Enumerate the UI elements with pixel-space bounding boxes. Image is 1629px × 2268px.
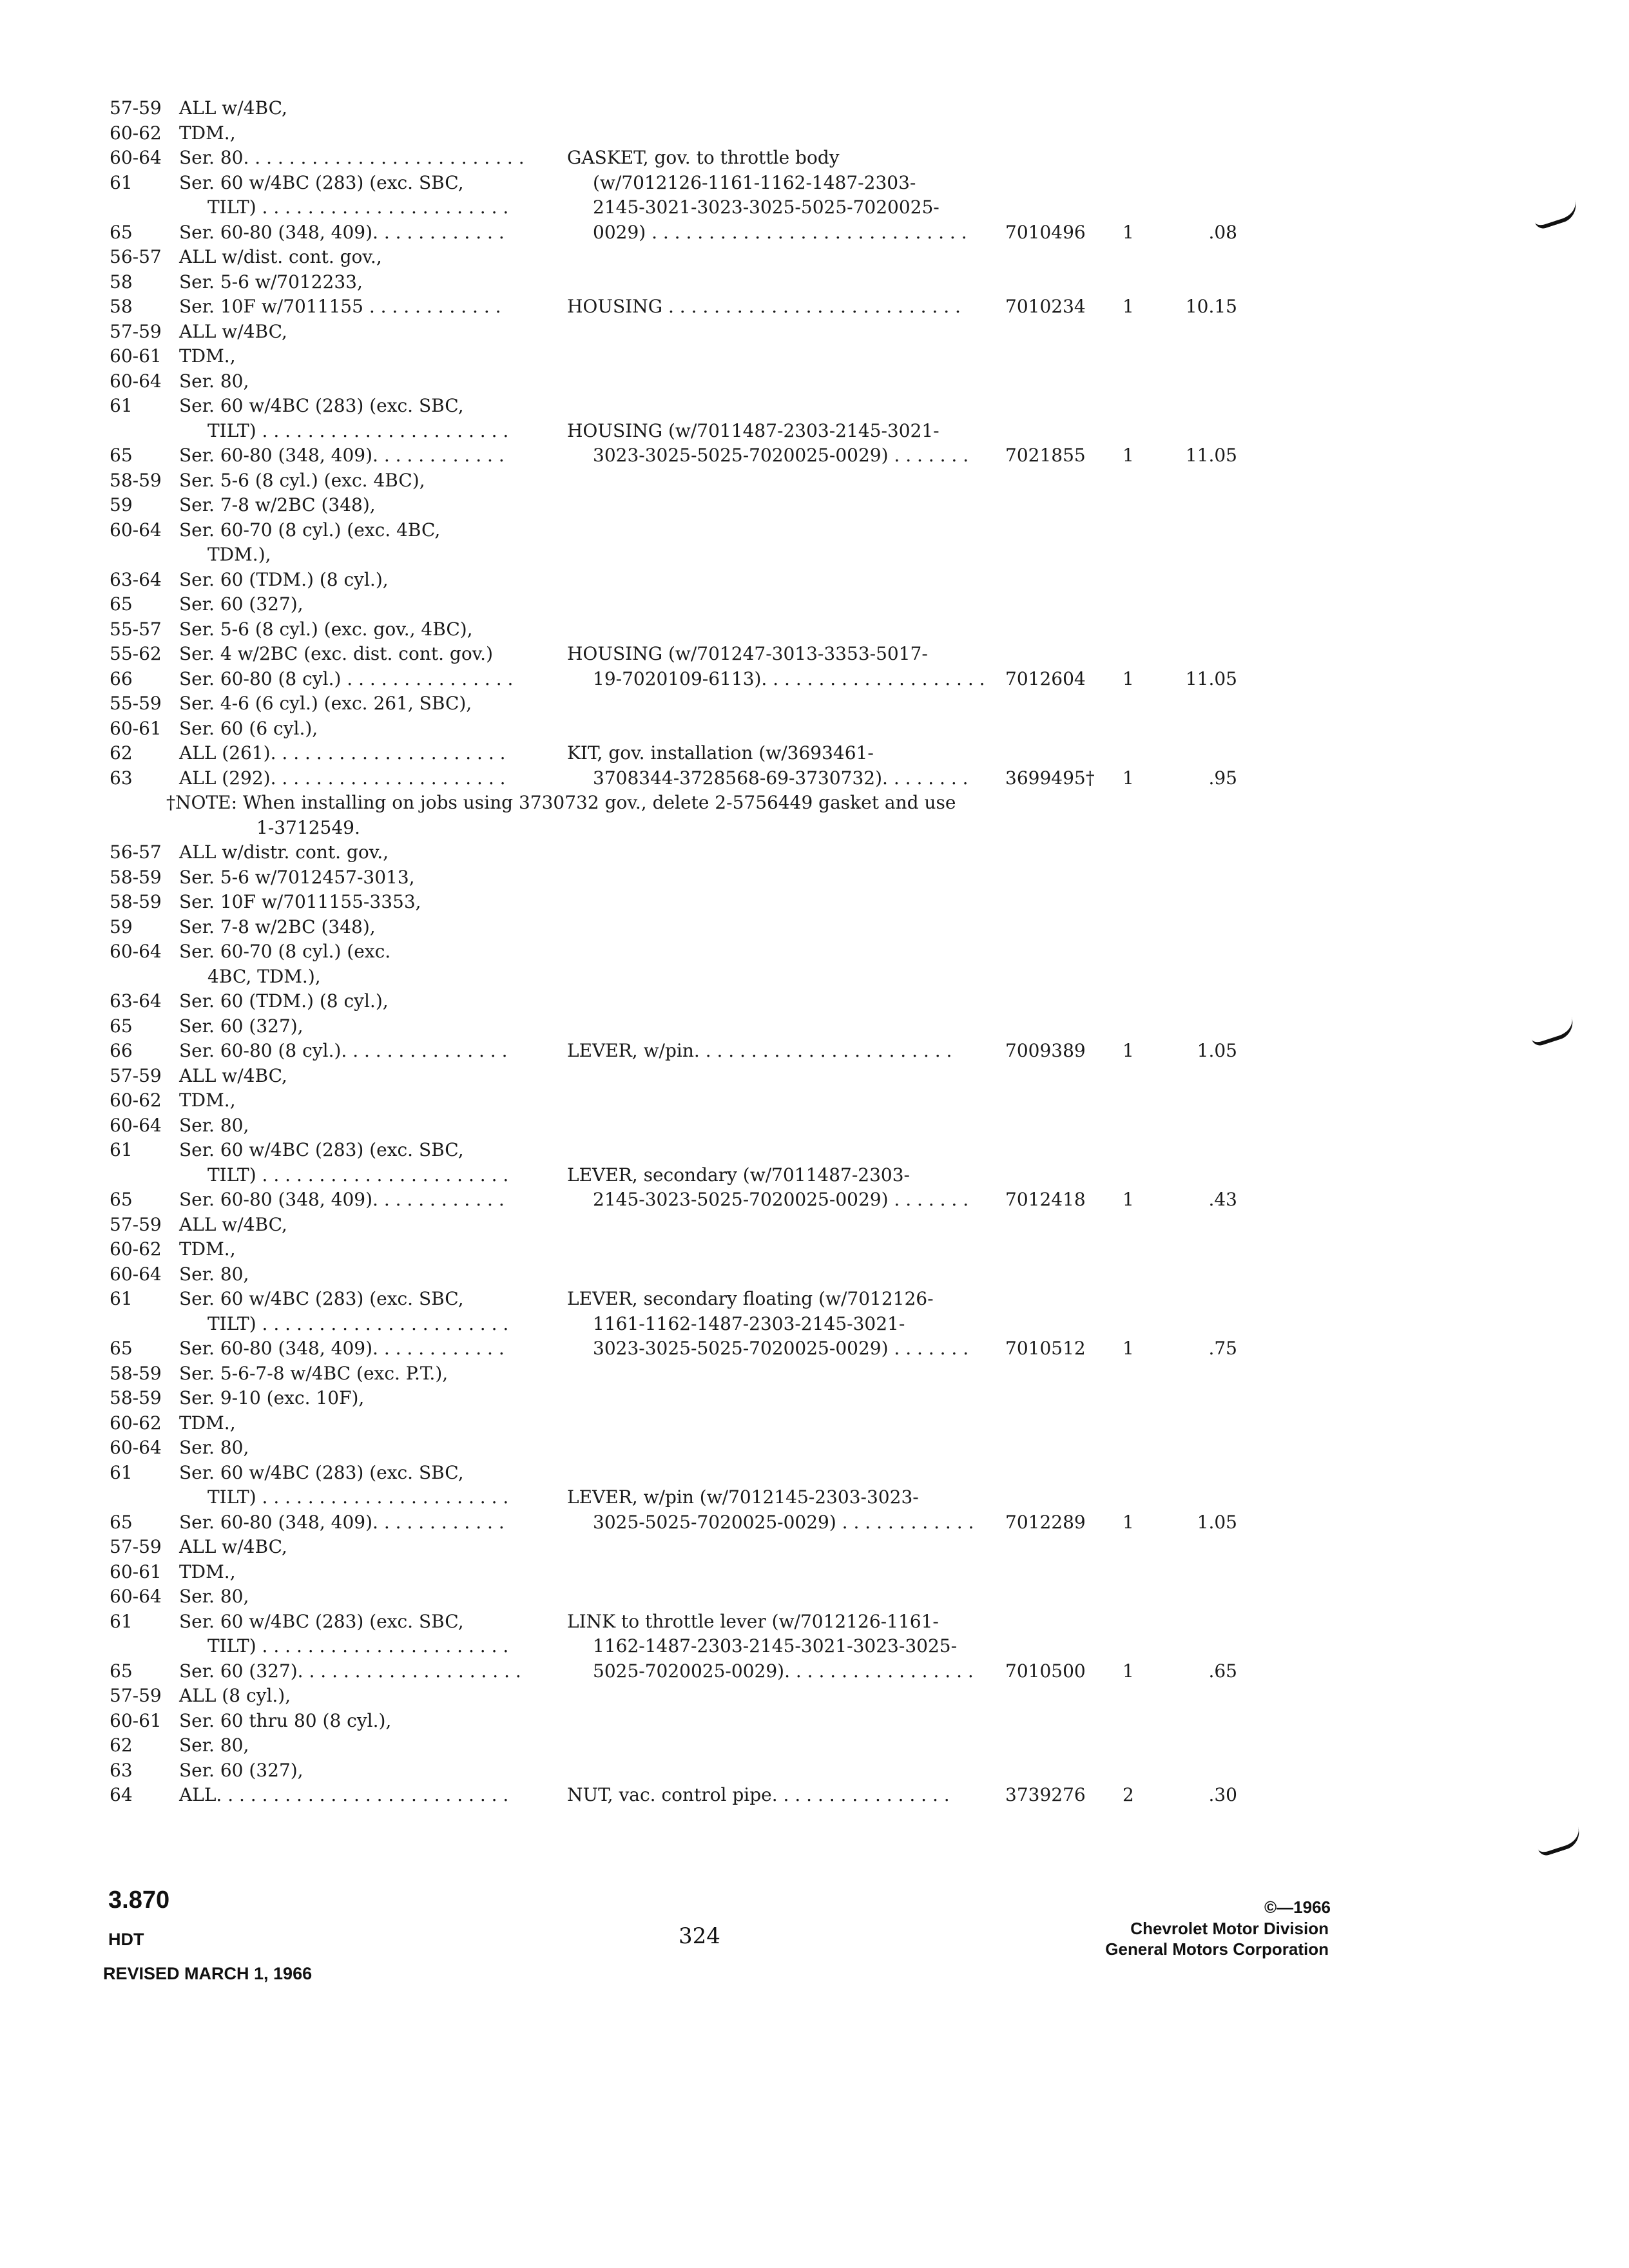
part-description: 2145-3023-5025-7020025-0029) . . . . . . . (593, 1189, 969, 1210)
model-years: 65 (110, 221, 133, 243)
model-years: 60-64 (110, 1586, 162, 1607)
application: ALL (292). . . . . . . . . . . . . . . . . . . . . (179, 767, 506, 789)
catalog-code: HDT (108, 1930, 144, 1949)
binder-hole-mark (1535, 1827, 1583, 1858)
part-number: 3699495† (1005, 767, 1095, 789)
model-years: 59 (110, 916, 133, 937)
catalog-row (0, 567, 1629, 593)
model-years: 57-59 (110, 320, 162, 342)
part-description: (w/7012126-1161-1162-1487-2303- (593, 171, 916, 193)
quantity: 2 (1123, 1784, 1134, 1805)
catalog-row (0, 492, 1629, 518)
model-years: 58-59 (110, 891, 162, 912)
part-description: HOUSING . . . . . . . . . . . . . . . . . . . . . . . . . . (567, 296, 961, 317)
application: TILT) . . . . . . . . . . . . . . . . . . . . . . (207, 1312, 509, 1334)
catalog-row (0, 1038, 1629, 1064)
list-price: .95 (1208, 767, 1237, 789)
model-years: 65 (110, 445, 133, 466)
model-years: 58 (110, 271, 133, 293)
application: Ser. 80, (179, 370, 249, 392)
part-number: 7010496 (1005, 221, 1086, 243)
catalog-row (0, 1658, 1629, 1684)
application: 4BC, TDM.), (207, 965, 321, 987)
part-number: 7021855 (1005, 445, 1086, 466)
application: ALL (261). . . . . . . . . . . . . . . . . . . . . (179, 742, 506, 764)
list-price: .43 (1208, 1189, 1237, 1210)
quantity: 1 (1123, 445, 1134, 466)
part-description: GASKET, gov. to throttle body (567, 147, 840, 168)
catalog-row (0, 716, 1629, 742)
catalog-row (0, 617, 1629, 642)
catalog-row (0, 1187, 1629, 1213)
catalog-row (0, 691, 1629, 716)
model-years: 57-59 (110, 1536, 162, 1557)
application: TDM., (179, 1238, 236, 1260)
application: Ser. 5-6 (8 cyl.) (exc. 4BC), (179, 469, 425, 491)
model-years: 66 (110, 668, 133, 689)
application: ALL. . . . . . . . . . . . . . . . . . . . . . . . . . (179, 1784, 509, 1805)
application: Ser. 60-70 (8 cyl.) (exc. (179, 941, 391, 962)
application: Ser. 9-10 (exc. 10F), (179, 1387, 365, 1408)
catalog-row (0, 889, 1629, 915)
catalog-row (0, 988, 1629, 1014)
model-years: 57-59 (110, 97, 162, 119)
model-years: 65 (110, 1511, 133, 1533)
quantity: 1 (1123, 1040, 1134, 1061)
model-years: 63-64 (110, 568, 162, 590)
application: ALL w/4BC, (179, 1536, 287, 1557)
catalog-row (0, 319, 1629, 345)
catalog-row (0, 1286, 1629, 1312)
footnote-text: 1-3712549. (256, 816, 360, 838)
catalog-row (0, 170, 1629, 196)
list-price: .75 (1208, 1338, 1237, 1359)
application: Ser. 60 w/4BC (283) (exc. SBC, (179, 1139, 464, 1160)
part-number: 7010512 (1005, 1338, 1086, 1359)
catalog-row (0, 1361, 1629, 1387)
model-years: 60-62 (110, 122, 162, 144)
catalog-row (0, 517, 1629, 543)
part-description: 3025-5025-7020025-0029) . . . . . . . . . . . . (593, 1511, 974, 1533)
catalog-row (0, 1510, 1629, 1535)
application: ALL (8 cyl.), (179, 1685, 291, 1706)
catalog-row (0, 443, 1629, 468)
model-years: 60-61 (110, 1709, 162, 1731)
quantity: 1 (1123, 296, 1134, 317)
application: ALL w/4BC, (179, 97, 287, 119)
list-price: .65 (1208, 1660, 1237, 1682)
application: Ser. 60-80 (8 cyl.). . . . . . . . . . . . . . . (179, 1040, 508, 1061)
model-years: 61 (110, 395, 133, 416)
quantity: 1 (1123, 1338, 1134, 1359)
application: Ser. 80, (179, 1263, 249, 1285)
part-description: 3023-3025-5025-7020025-0029) . . . . . . . (593, 445, 969, 466)
application: Ser. 80. . . . . . . . . . . . . . . . . . . . . . . . . (179, 147, 525, 168)
catalog-row (0, 95, 1629, 121)
catalog-row (0, 120, 1629, 146)
model-years: 57-59 (110, 1685, 162, 1706)
application: Ser. 60-70 (8 cyl.) (exc. 4BC, (179, 519, 441, 541)
model-years: 61 (110, 1610, 133, 1632)
application: TDM., (179, 1412, 236, 1434)
application: Ser. 60 (TDM.) (8 cyl.), (179, 568, 389, 590)
model-years: 58-59 (110, 1387, 162, 1408)
model-years: 65 (110, 1189, 133, 1210)
application: Ser. 80, (179, 1437, 249, 1458)
model-years: 61 (110, 1139, 133, 1160)
division-name: Chevrolet Motor Division (1130, 1919, 1329, 1938)
part-description: 3023-3025-5025-7020025-0029) . . . . . . . (593, 1338, 969, 1359)
catalog-row (0, 269, 1629, 295)
part-description: LINK to throttle lever (w/7012126-1161- (567, 1610, 939, 1632)
part-description: 1161-1162-1487-2303-2145-3021- (593, 1312, 905, 1334)
catalog-row (0, 1262, 1629, 1287)
model-years: 55-62 (110, 643, 162, 664)
catalog-row (0, 765, 1629, 791)
part-description: HOUSING (w/7011487-2303-2145-3021- (567, 419, 940, 441)
application: Ser. 4-6 (6 cyl.) (exc. 261, SBC), (179, 693, 472, 714)
catalog-row (0, 369, 1629, 394)
catalog-row (0, 542, 1629, 568)
application: Ser. 60 (TDM.) (8 cyl.), (179, 990, 389, 1012)
catalog-row (0, 740, 1629, 766)
application: TILT) . . . . . . . . . . . . . . . . . . . . . . (207, 1486, 509, 1508)
quantity: 1 (1123, 668, 1134, 689)
application: TDM., (179, 345, 236, 367)
catalog-row (0, 1435, 1629, 1461)
model-years: 58-59 (110, 469, 162, 491)
model-years: 60-61 (110, 345, 162, 367)
application: TDM.), (207, 544, 271, 565)
application: Ser. 60 (327), (179, 1759, 304, 1781)
model-years: 58-59 (110, 1362, 162, 1384)
catalog-row (0, 939, 1629, 965)
application: Ser. 60 (6 cyl.), (179, 717, 318, 739)
application: Ser. 60-80 (348, 409). . . . . . . . . . . . (179, 221, 505, 243)
part-number: 7009389 (1005, 1040, 1086, 1061)
model-years: 61 (110, 171, 133, 193)
part-description: 2145-3021-3023-3025-5025-7020025- (593, 197, 940, 218)
model-years: 58 (110, 296, 133, 317)
model-years: 64 (110, 1784, 133, 1805)
application: Ser. 60 w/4BC (283) (exc. SBC, (179, 171, 464, 193)
part-description: 19-7020109-6113). . . . . . . . . . . . . . . . . . . . (593, 668, 985, 689)
list-price: 10.15 (1185, 296, 1237, 317)
catalog-row (0, 1088, 1629, 1113)
list-price: 1.05 (1197, 1040, 1237, 1061)
application: Ser. 4 w/2BC (exc. dist. cont. gov.) (179, 643, 494, 664)
application: ALL w/4BC, (179, 1064, 287, 1086)
list-price: .30 (1208, 1784, 1237, 1805)
catalog-row (0, 1633, 1629, 1659)
catalog-row (0, 1733, 1629, 1758)
model-years: 60-64 (110, 147, 162, 168)
part-number: 7012289 (1005, 1511, 1086, 1533)
part-description: 1162-1487-2303-2145-3021-3023-3025- (593, 1635, 958, 1657)
model-years: 60-61 (110, 1561, 162, 1582)
part-description: NUT, vac. control pipe. . . . . . . . . . . . . . . . (567, 1784, 950, 1805)
catalog-row (0, 1708, 1629, 1734)
catalog-row (0, 865, 1629, 890)
model-years: 55-57 (110, 618, 162, 640)
model-years: 60-64 (110, 1437, 162, 1458)
model-years: 57-59 (110, 1064, 162, 1086)
part-description: LEVER, w/pin. . . . . . . . . . . . . . . . . . . . . . . (567, 1040, 952, 1061)
application: ALL w/4BC, (179, 320, 287, 342)
model-years: 60-64 (110, 1114, 162, 1136)
application: Ser. 60 thru 80 (8 cyl.), (179, 1709, 392, 1731)
model-years: 65 (110, 1338, 133, 1359)
part-number: 3739276 (1005, 1784, 1086, 1805)
model-years: 60-64 (110, 941, 162, 962)
copyright-notice: ©—1966 (1264, 1898, 1331, 1917)
application: Ser. 60-80 (348, 409). . . . . . . . . . . . (179, 1189, 505, 1210)
model-years: 60-64 (110, 370, 162, 392)
model-years: 60-64 (110, 1263, 162, 1285)
catalog-row (0, 1162, 1629, 1188)
quantity: 1 (1123, 221, 1134, 243)
application: Ser. 60 w/4BC (283) (exc. SBC, (179, 395, 464, 416)
application: TILT) . . . . . . . . . . . . . . . . . . . . . . (207, 1635, 509, 1657)
catalog-row (0, 1212, 1629, 1238)
page-number: 324 (679, 1923, 720, 1949)
catalog-row (0, 1063, 1629, 1089)
model-years: 66 (110, 1040, 133, 1061)
application: ALL w/distr. cont. gov., (179, 841, 389, 863)
model-years: 55-59 (110, 693, 162, 714)
model-years: 60-62 (110, 1238, 162, 1260)
application: ALL w/dist. cont. gov., (179, 246, 382, 267)
list-price: 11.05 (1185, 445, 1237, 466)
catalog-row (0, 468, 1629, 494)
application: Ser. 60 (327). . . . . . . . . . . . . . . . . . . . (179, 1660, 521, 1682)
catalog-row (0, 1584, 1629, 1610)
model-years: 57-59 (110, 1213, 162, 1235)
part-number: 7010500 (1005, 1660, 1086, 1682)
part-description: 5025-7020025-0029). . . . . . . . . . . . . . . . . (593, 1660, 974, 1682)
catalog-row (0, 641, 1629, 667)
revision-date: REVISED MARCH 1, 1966 (103, 1964, 313, 1983)
catalog-row (0, 1460, 1629, 1486)
application: Ser. 7-8 w/2BC (348), (179, 494, 376, 515)
catalog-row (0, 790, 1629, 816)
application: TILT) . . . . . . . . . . . . . . . . . . . . . . (207, 197, 509, 218)
application: Ser. 60 w/4BC (283) (exc. SBC, (179, 1288, 464, 1309)
application: ALL w/4BC, (179, 1213, 287, 1235)
catalog-row (0, 1609, 1629, 1635)
catalog-row (0, 815, 1629, 841)
application: TDM., (179, 1090, 236, 1111)
model-years: 65 (110, 593, 133, 615)
application: Ser. 60 (327), (179, 593, 304, 615)
catalog-row (0, 343, 1629, 369)
application: Ser. 10F w/7011155-3353, (179, 891, 421, 912)
model-years: 65 (110, 1660, 133, 1682)
catalog-row (0, 1311, 1629, 1337)
application: Ser. 60-80 (348, 409). . . . . . . . . . . . (179, 445, 505, 466)
catalog-row (0, 1385, 1629, 1411)
model-years: 62 (110, 742, 133, 764)
quantity: 1 (1123, 767, 1134, 789)
catalog-row (0, 1534, 1629, 1560)
part-number: 7012418 (1005, 1189, 1086, 1210)
catalog-row (0, 591, 1629, 617)
model-years: 60-61 (110, 717, 162, 739)
catalog-row (0, 294, 1629, 320)
part-description: 3708344-3728568-69-3730732). . . . . . . . (593, 767, 969, 789)
list-price: 1.05 (1197, 1511, 1237, 1533)
catalog-row (0, 1336, 1629, 1361)
part-description: LEVER, secondary floating (w/7012126- (567, 1288, 934, 1309)
quantity: 1 (1123, 1189, 1134, 1210)
model-years: 62 (110, 1735, 133, 1756)
part-description: 0029) . . . . . . . . . . . . . . . . . . . . . . . . . . . . (593, 221, 967, 243)
application: Ser. 60-80 (348, 409). . . . . . . . . . . . (179, 1511, 505, 1533)
catalog-row (0, 1782, 1629, 1808)
catalog-row (0, 1014, 1629, 1039)
catalog-row (0, 1410, 1629, 1436)
application: Ser. 7-8 w/2BC (348), (179, 916, 376, 937)
section-number: 3.870 (108, 1887, 170, 1914)
application: Ser. 60-80 (8 cyl.) . . . . . . . . . . . . . . . (179, 668, 514, 689)
model-years: 59 (110, 494, 133, 515)
list-price: .08 (1208, 221, 1237, 243)
part-description: HOUSING (w/701247-3013-3353-5017- (567, 643, 928, 664)
model-years: 61 (110, 1288, 133, 1309)
part-number: 7012604 (1005, 668, 1086, 689)
list-price: 11.05 (1185, 668, 1237, 689)
catalog-row (0, 1485, 1629, 1510)
quantity: 1 (1123, 1511, 1134, 1533)
model-years: 60-62 (110, 1090, 162, 1111)
model-years: 56-57 (110, 246, 162, 267)
corporation-name: General Motors Corporation (1105, 1939, 1329, 1959)
application: Ser. 5-6-7-8 w/4BC (exc. P.T.), (179, 1362, 448, 1384)
application: Ser. 60 w/4BC (283) (exc. SBC, (179, 1610, 464, 1632)
catalog-row (0, 1758, 1629, 1783)
catalog-row (0, 1559, 1629, 1585)
application: TDM., (179, 122, 236, 144)
part-description: LEVER, secondary (w/7011487-2303- (567, 1164, 911, 1186)
model-years: 63 (110, 767, 133, 789)
catalog-row (0, 393, 1629, 419)
model-years: 61 (110, 1461, 133, 1483)
application: Ser. 60-80 (348, 409). . . . . . . . . . . . (179, 1338, 505, 1359)
model-years: 56-57 (110, 841, 162, 863)
catalog-row (0, 220, 1629, 245)
catalog-row (0, 914, 1629, 940)
quantity: 1 (1123, 1660, 1134, 1682)
catalog-row (0, 244, 1629, 270)
application: Ser. 10F w/7011155 . . . . . . . . . . . . (179, 296, 501, 317)
application: Ser. 5-6 w/7012233, (179, 271, 363, 293)
part-description: KIT, gov. installation (w/3693461- (567, 742, 874, 764)
model-years: 60-62 (110, 1412, 162, 1434)
application: Ser. 60 w/4BC (283) (exc. SBC, (179, 1461, 464, 1483)
catalog-row (0, 840, 1629, 865)
application: Ser. 5-6 w/7012457-3013, (179, 866, 415, 888)
application: TILT) . . . . . . . . . . . . . . . . . . . . . . (207, 419, 509, 441)
catalog-row (0, 418, 1629, 444)
model-years: 63-64 (110, 990, 162, 1012)
application: Ser. 80, (179, 1735, 249, 1756)
part-number: 7010234 (1005, 296, 1086, 317)
application: Ser. 80, (179, 1586, 249, 1607)
catalog-row (0, 1683, 1629, 1709)
model-years: 65 (110, 1015, 133, 1037)
application: Ser. 60 (327), (179, 1015, 304, 1037)
application: TILT) . . . . . . . . . . . . . . . . . . . . . . (207, 1164, 509, 1186)
application: Ser. 5-6 (8 cyl.) (exc. gov., 4BC), (179, 618, 473, 640)
catalog-row (0, 666, 1629, 692)
application: TDM., (179, 1561, 236, 1582)
catalog-row (0, 195, 1629, 220)
application: Ser. 80, (179, 1114, 249, 1136)
catalog-row (0, 1236, 1629, 1262)
footnote-text: †NOTE: When installing on jobs using 3730732 gov., delete 2-5756449 gasket and use (166, 792, 956, 813)
catalog-row (0, 964, 1629, 990)
part-description: LEVER, w/pin (w/7012145-2303-3023- (567, 1486, 919, 1508)
catalog-row (0, 1113, 1629, 1139)
model-years: 63 (110, 1759, 133, 1781)
catalog-row (0, 1137, 1629, 1163)
catalog-row (0, 145, 1629, 171)
model-years: 60-64 (110, 519, 162, 541)
model-years: 58-59 (110, 866, 162, 888)
